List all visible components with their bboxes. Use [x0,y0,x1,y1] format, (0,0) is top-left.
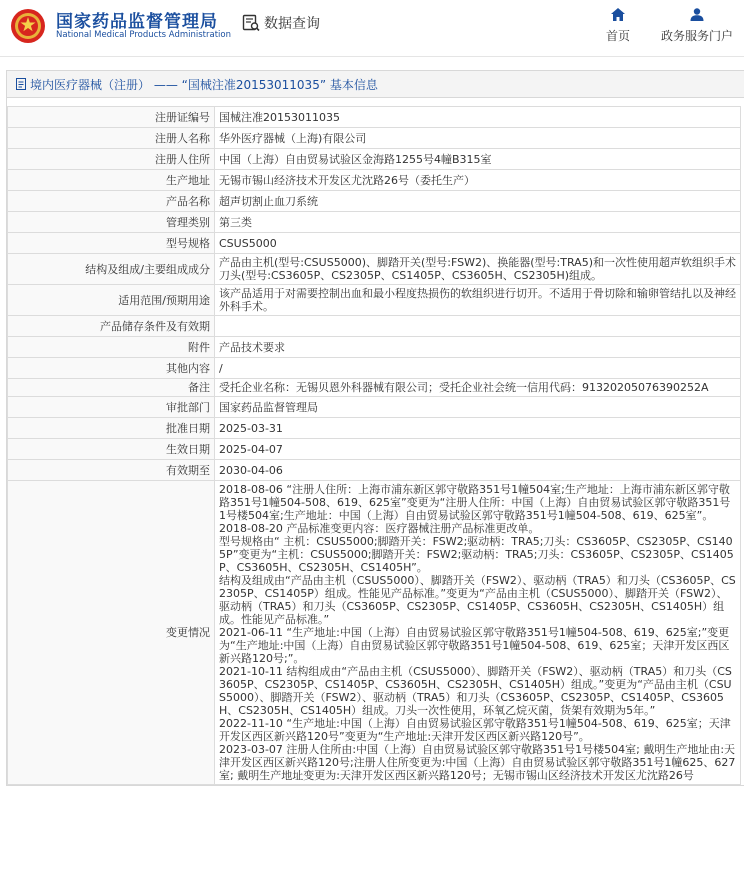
table-row [8,418,741,439]
row-key: 备注 [8,379,215,397]
table-row [8,379,741,397]
nav-service-label: 政务服务门户 [660,29,733,43]
row-value: CSUS5000 [215,233,741,254]
table-row [8,107,741,128]
row-key: 附件 [8,337,215,358]
row-key: 注册证编号 [8,107,215,128]
row-key: 其他内容 [8,358,215,379]
data-query-label: 数据查询 [264,16,320,32]
row-key: 审批部门 [8,397,215,418]
row-key: 批准日期 [8,418,215,439]
table-row [8,481,741,785]
row-value: 国械注准20153011035 [215,107,741,128]
row-value: 产品由主机(型号:CSUS5000)、脚踏开关(型号:FSW2)、换能器(型号:TRA5)和一次性使用超声软组织手术刀头(型号:CS3605P、CS2305P、CS1405P、CS3605H、CS2305H)组成。 [215,254,741,285]
table-row [8,212,741,233]
data-query-icon [242,14,260,32]
row-value: 超声切割止血刀系统 [215,191,741,212]
row-value: 无锡市锡山经济技术开发区尤沈路26号（委托生产） [215,170,741,191]
row-value: 第三类 [215,212,741,233]
panel-title-bar [7,71,744,98]
table-row [8,128,741,149]
row-value: 2025-03-31 [215,418,741,439]
row-key: 结构及组成/主要组成成分 [8,254,215,285]
row-value: 2030-04-06 [215,460,741,481]
nav-home-label: 首页 [605,29,630,43]
table-row [8,254,741,285]
row-value: / [215,358,741,379]
row-key: 管理类别 [8,212,215,233]
panel-title: 境内医疗器械（注册） —— “国械注准20153011035” 基本信息 [30,77,378,92]
table-row [8,460,741,481]
detail-table [7,106,741,785]
row-key: 注册人名称 [8,128,215,149]
change-history: 2018-08-06 “注册人住所：上海市浦东新区郭守敬路351号1幢504室;生产地址：上海市浦东新区郭守敬路351号1幢504-508、619、625室”变更为“注册人住所：中国（上海）自由贸易试验区郭守敬路351号1号楼504室;生产地址：中国（上海）自由贸易试验区郭守敬路351号1幢504-508、619、625室”。 2018-08-20 产品标准变更内容：医疗器械注册产品标准更改单。 型号规格由“ 主机：CSUS5000;脚踏开关：FSW2;驱动柄：TRA5;刀头：CS3605P、CS2305P、CS1405P”变更为“主机：CSUS5000;脚踏开关：FSW2;驱动柄：TRA5;刀头：CS3605P、CS2305P、CS1405P、CS3605H、CS2305H、CS1405H”。 结构及组成由“产品由主机（CSUS5000）、脚踏开关（FSW2）、驱动柄（TRA5）和刀头（CS3605P、CS2305P、CS1405P）组成。性能见产品标准。”变更为“产品由主机（CSUS5000）、脚踏开关（FSW2）、驱动柄（TRA5）和刀头（CS3605P、CS2305P、CS1405P、CS3605H、CS2305H、CS1405H）组成。性能见产品标准。” 2021-06-11 “生产地址:中国（上海）自由贸易试验区郭守敬路351号1幢504-508、619、625室;”变更为“生产地址:中国（上海）自由贸易试验区郭守敬路351号1幢504-508、619、625室；天津开发区西区新兴路120号;”。 2021-10-11 结构组成由“产品由主机（CSUS5000）、脚踏开关（FSW2）、驱动柄（TRA5）和刀头（CS3605P、CS2305P、CS1405P、CS3605H、CS2305H、CS1405H）组成。”变更为“产品由主机（CSUS5000）、脚踏开关（FSW2）、驱动柄（TRA5）和刀头（CS3605P、CS2305P、CS1405P、CS3605H、CS2305H、CS1405H）组成。刀头一次性使用，环氧乙烷灭菌，货架有效期为5年。” 2022-11-10 “生产地址:中国（上海）自由贸易试验区郭守敬路351号1幢504-508、619、625室；天津开发区西区新兴路120号”变更为“生产地址:天津开发区西区新兴路120号”。 2023-03-07 注册人住所由:中国（上海）自由贸易试验区郭守敬路351号1号楼504室; 戴明生产地址由:天津开发区西区新兴路120号;注册人住所变更为:中国（上海）自由贸易试验区郭守敬路351号1幢625、627室; 戴明生产地址变更为:天津开发区西区新兴路120号；无锡市锡山区经济技术开发区尤沈路26号 [215,481,741,785]
row-value: 中国（上海）自由贸易试验区金海路1255号4幢B315室 [215,149,741,170]
row-value: 受托企业名称：无锡贝恩外科器械有限公司；受托企业社会统一信用代码：91320205076390252A [215,379,741,397]
site-title[interactable]: 国家药品监督管理局 [56,12,218,32]
table-row [8,358,741,379]
nav-service-portal[interactable] [658,8,736,44]
row-key: 注册人住所 [8,149,215,170]
table-row [8,233,741,254]
document-icon [15,78,27,90]
table-row [8,397,741,418]
row-value: 该产品适用于对需要控制出血和最小程度热损伤的软组织进行切开。不适用于骨切除和输卵管结扎以及神经外科手术。 [215,285,741,316]
data-query-link[interactable] [242,12,320,34]
row-key: 变更情况 [8,481,215,785]
site-header [0,0,744,57]
table-row [8,316,741,337]
table-row [8,191,741,212]
row-key: 产品储存条件及有效期 [8,316,215,337]
table-row [8,170,741,191]
row-value: 华外医疗器械（上海)有限公司 [215,128,741,149]
row-value: 国家药品监督管理局 [215,397,741,418]
table-row [8,285,741,316]
user-icon [690,8,704,21]
site-subtitle: National Medical Products Administration [56,30,231,40]
table-row [8,337,741,358]
national-emblem-icon [10,8,46,44]
nav-home[interactable] [588,8,648,44]
row-key: 生产地址 [8,170,215,191]
row-key: 适用范围/预期用途 [8,285,215,316]
table-row [8,149,741,170]
detail-panel [6,70,744,786]
row-key: 型号规格 [8,233,215,254]
row-key: 生效日期 [8,439,215,460]
home-icon [611,8,625,21]
table-row [8,439,741,460]
row-value: 2025-04-07 [215,439,741,460]
row-value [215,316,741,337]
row-key: 有效期至 [8,460,215,481]
row-value: 产品技术要求 [215,337,741,358]
row-key: 产品名称 [8,191,215,212]
